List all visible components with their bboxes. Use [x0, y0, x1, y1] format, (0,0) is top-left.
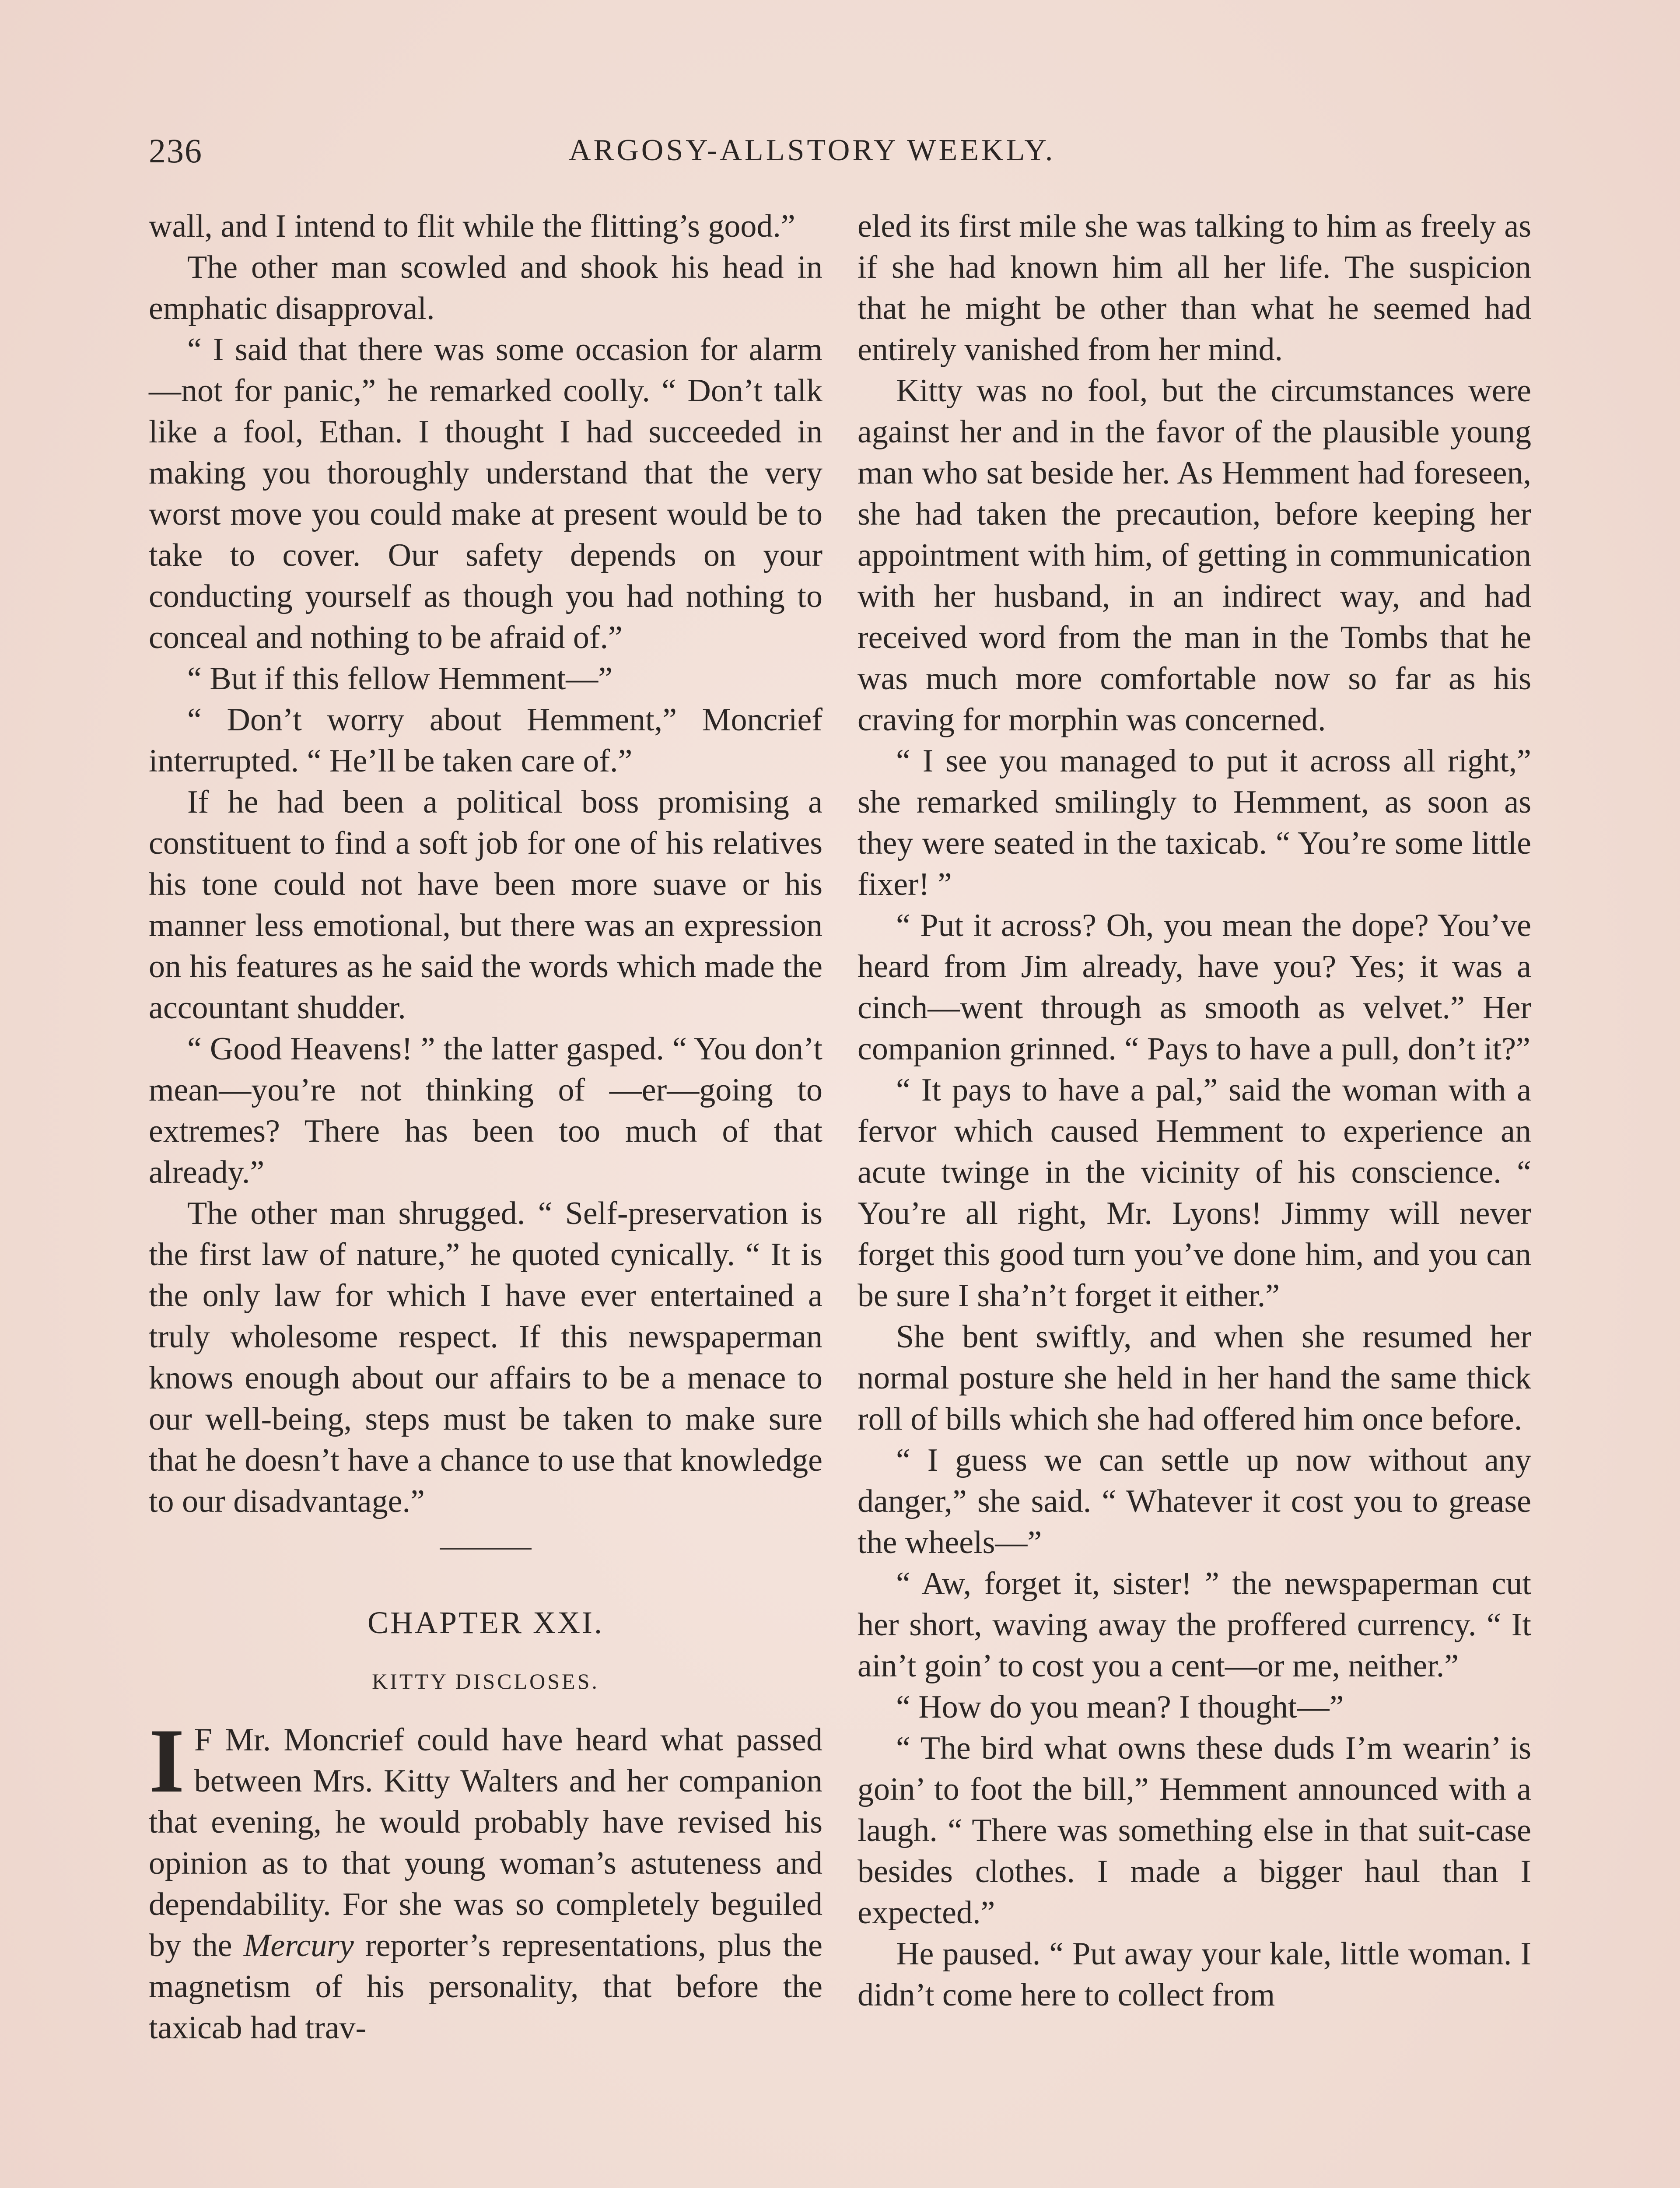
- paragraph-text: F Mr. Moncrief could have heard what passed between Mrs. Kitty Walters and her companion that evening, he would probably have revised his opinion as to that young woman’s astuteness and dependability. For she was so completely beguiled by the: [149, 1722, 822, 1964]
- paragraph: eled its first mile she was talking to him as freely as if she had known him all her life. The suspicion that he might be other than what he seemed had entirely vanished from her mind.: [858, 208, 1531, 368]
- section-divider: [440, 1548, 532, 1550]
- page-header: [149, 131, 1549, 184]
- paragraph: “ I see you managed to put it across all right,” she remarked smilingly to Hemment, as soon as they were seated in the taxicab. “ You’re some little fixer! ”: [858, 743, 1531, 902]
- paragraph: “ Don’t worry about Hemment,” Moncrief interrupted. “ He’ll be taken care of.”: [149, 702, 822, 779]
- paragraph: “ But if this fellow Hemment—”: [187, 661, 613, 697]
- chapter-subtitle: KITTY DISCLOSES.: [372, 1669, 599, 1694]
- paragraph: If he had been a political boss promising a constituent to find a soft job for one of his relatives his tone could not have been more suave or his manner less emotional, but there was an expression on his features as he said the words which made the accountant shudder.: [149, 784, 822, 1026]
- paragraph: He paused. “ Put away your kale, little woman. I didn’t come here to collect from: [858, 1936, 1531, 2013]
- running-title: ARGOSY-ALLSTORY WEEKLY.: [569, 133, 1056, 167]
- paragraph: “ How do you mean? I thought—”: [896, 1689, 1344, 1725]
- paragraph: The other man shrugged. “ Self-preservation is the first law of nature,” he quoted cynically. “ It is the only law for which I have ever entertained a truly wholesome respect. If this newspaperman knows enough about our affairs to be a menace to our well-being, steps must be taken to make sure that he doesn’t have a chance to use that knowledge to our disadvantage.”: [149, 1196, 822, 1519]
- paragraph: “ Put it across? Oh, you mean the dope? You’ve heard from Jim already, have you? Yes; it was a cinch—went through as smooth as velvet.” Her companion grinned. “ Pays to have a pull, don’t it?”: [858, 908, 1531, 1067]
- paragraph: “ Good Heavens! ” the latter gasped. “ You don’t mean—you’re not thinking of —er—going to extremes? There has been too much of that already.”: [149, 1031, 822, 1190]
- chapter-opening-paragraph: [149, 1710, 822, 2048]
- right-column: [858, 206, 1531, 2016]
- paragraph: The other man scowled and shook his head in emphatic disapproval.: [149, 249, 822, 326]
- paragraph: “ I said that there was some occasion for alarm—not for panic,” he remarked coolly. “ Don’t talk like a fool, Ethan. I thought I had succeeded in making you thoroughly understand that the very worst move you could make at present would be to take to cover. Our safety depends on your conducting yourself as though you had nothing to conceal and nothing to be afraid of.”: [149, 332, 822, 656]
- chapter-heading: CHAPTER XXI.: [367, 1605, 604, 1640]
- paragraph: “ Aw, forget it, sister! ” the newspaperman cut her short, waving away the proffered currency. “ It ain’t goin’ to cost you a cent—or me, neither.”: [858, 1566, 1531, 1684]
- publication-name: Mercury: [243, 1928, 354, 1964]
- paragraph: “ I guess we can settle up now without any danger,” she said. “ Whatever it cost you to grease the wheels—”: [858, 1442, 1531, 1560]
- paragraph: wall, and I intend to flit while the flitting’s good.”: [149, 208, 795, 244]
- paragraph-text: reporter’s representations, plus the magnetism of his personality, that before the taxicab had trav-: [149, 1928, 822, 2046]
- paragraph: “ It pays to have a pal,” said the woman with a fervor which caused Hemment to experience an acute twinge in the vicinity of his conscience. “ You’re all right, Mr. Lyons! Jimmy will never forget this good turn you’ve done him, and you can be sure I sha’n’t forget it either.”: [858, 1072, 1531, 1314]
- paragraph: “ The bird what owns these duds I’m wearin’ is goin’ to foot the bill,” Hemment announced with a laugh. “ There was something else in that suit-case besides clothes. I made a bigger haul than I expected.”: [858, 1730, 1531, 1931]
- paragraph: She bent swiftly, and when she resumed her normal posture she held in her hand the same thick roll of bills which she had offered him once before.: [858, 1319, 1531, 1437]
- page-number: 236: [149, 132, 203, 170]
- left-column: [149, 206, 822, 2048]
- paragraph: Kitty was no fool, but the circumstances were against her and in the favor of the plausible young man who sat beside her. As Hemment had foreseen, she had taken the precaution, before keeping her appointment with him, of getting in communication with her husband, in an indirect way, and had received word from the man in the Tombs that he was much more comfortable now so far as his craving for morphin was concerned.: [858, 373, 1531, 738]
- drop-cap: I: [149, 1710, 185, 1812]
